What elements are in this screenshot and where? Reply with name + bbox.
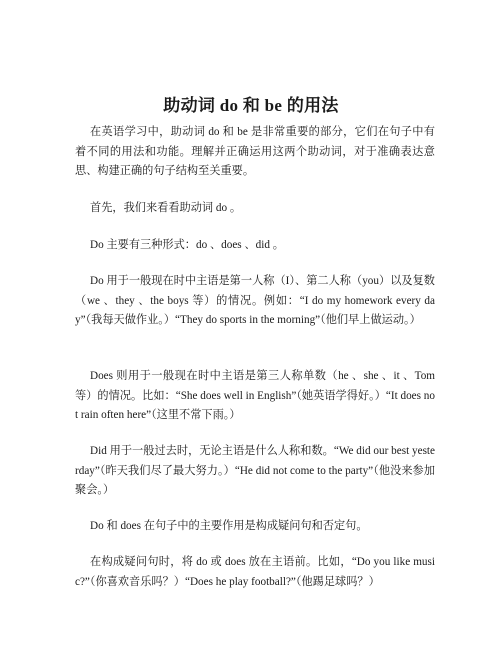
paragraph-does-usage: Does 则用于一般现在时中主语是第三人称单数（he 、she 、it 、Tom 等）的情况。比如：“She does well in English”（她英语学得好。）“It does not rain often here”（这里不常下雨。） [75,370,435,421]
paragraph-first-do: 首先，我们来看看助动词 do 。 [90,202,242,214]
paragraph-questions: 在构成疑问句时，将 do 或 does 放在主语前。比如，“Do you like music?”（你喜欢音乐吗？）“Does he play football?”（他踢足球吗？） [75,556,435,588]
paragraph-intro: 在英语学习中，助动词 do 和 be 是非常重要的部分，它们在句子中有着不同的用法和功能。理解并正确运用这两个助动词，对于准确表达意思、构建正确的句子结构至关重要。 [75,126,435,177]
paragraph-do-does-function: Do 和 does 在句子中的主要作用是构成疑问句和否定句。 [90,520,368,532]
paragraph-do-usage: Do 用于一般现在时中主语是第一人称（I）、第二人称（you）以及复数（we 、they 、the boys 等）的情况。例如：“I do my homework every day”（我每天做作业。）“They do sports in the morning”（他们早上做运动。） [75,275,435,326]
paragraph-did-usage: Did 用于一般过去时，无论主语是什么人称和数。“We did our best yesterday”（昨天我们尽了最大努力。）“He did not come to the party”（他没来参加聚会。） [75,445,435,496]
paragraph-three-forms: Do 主要有三种形式：do 、does 、did 。 [90,239,284,251]
document-title: 助动词 do 和 be 的用法 [163,96,339,115]
